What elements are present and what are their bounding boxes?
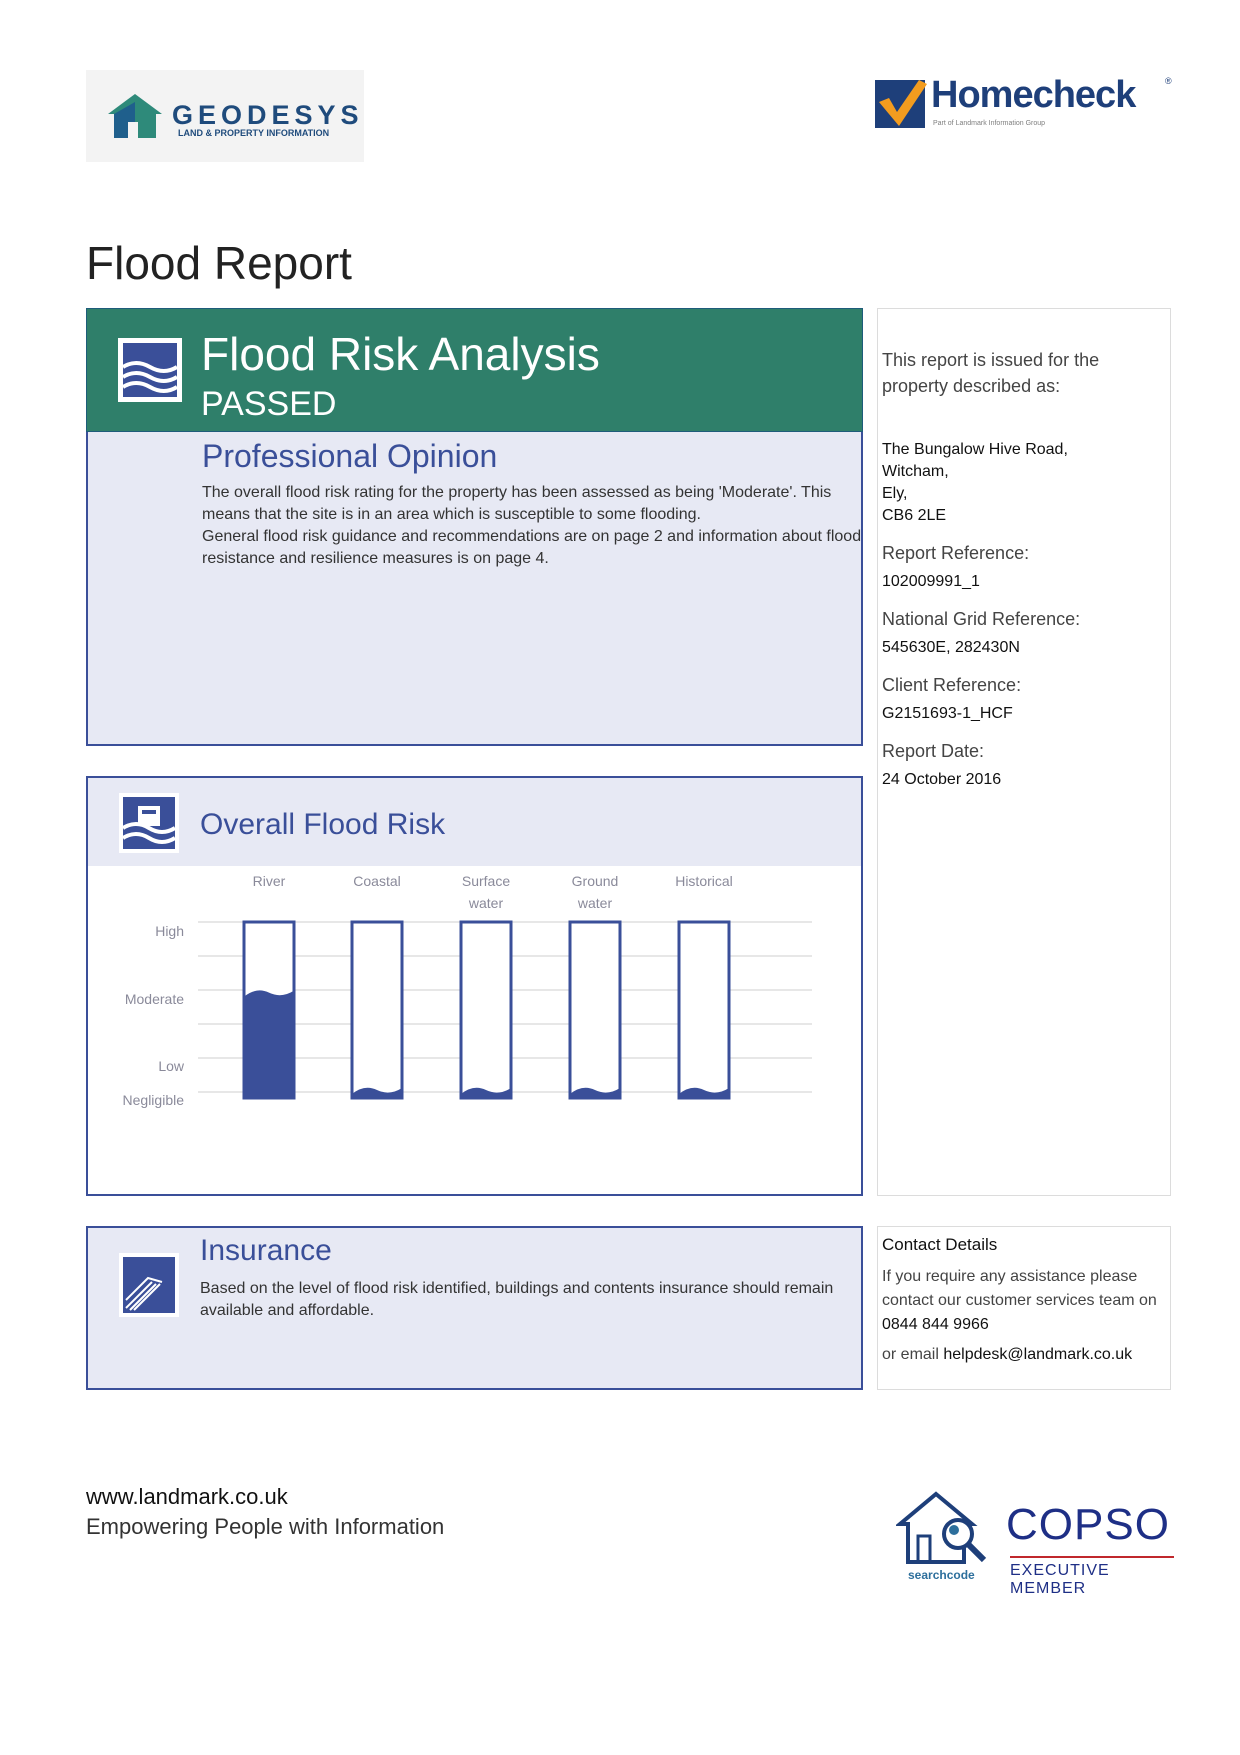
- flood-risk-chart-panel: [86, 866, 863, 1196]
- issued-for-text: This report is issued for the property described as:: [882, 350, 1100, 396]
- contact-email-prefix: or email: [882, 1346, 939, 1363]
- address-line: Ely,: [882, 485, 908, 502]
- report-date-label: Report Date:: [882, 741, 985, 761]
- insurance-title: Insurance: [200, 1234, 332, 1267]
- homecheck-subtitle: Part of Landmark Information Group: [933, 120, 1046, 127]
- registered-mark: ®: [1165, 76, 1172, 86]
- risk-bar-frame: [679, 922, 729, 1098]
- risk-bar-frame: [461, 922, 511, 1098]
- flood-risk-status: PASSED: [201, 385, 337, 423]
- professional-opinion-panel: [86, 432, 863, 746]
- water-waves-icon: [117, 337, 183, 403]
- copso-brand: COPSO: [1006, 1500, 1170, 1549]
- copso-logo: [1004, 1500, 1174, 1597]
- contact-email-link[interactable]: helpdesk@landmark.co.uk: [943, 1346, 1133, 1363]
- footer-tagline: Empowering People with Information: [86, 1514, 445, 1539]
- category-label: water: [577, 895, 613, 911]
- house-magnifier-icon: [896, 1490, 996, 1570]
- national-grid-reference-value: 545630E, 282430N: [882, 639, 1020, 656]
- national-grid-reference-label: National Grid Reference:: [882, 609, 1081, 629]
- category-label: River: [252, 873, 286, 889]
- report-reference-label: Report Reference:: [882, 543, 1030, 563]
- flooded-house-icon: [118, 792, 180, 854]
- report-reference-value: 102009991_1: [882, 573, 980, 590]
- contact-intro: If you require any assistance please contact our customer services team on: [882, 1268, 1157, 1309]
- copso-subtitle: EXECUTIVE MEMBER: [1010, 1562, 1110, 1597]
- flood-risk-analysis-title: Flood Risk Analysis: [201, 328, 600, 380]
- category-label: Coastal: [353, 873, 401, 889]
- copso-divider: [1010, 1556, 1174, 1558]
- homecheck-brand: Homecheck: [931, 74, 1136, 116]
- address-line: Witcham,: [882, 463, 949, 480]
- searchcode-logo: [896, 1490, 996, 1586]
- opinion-paragraph: The overall flood risk rating for the property has been assessed as being 'Moderate'. This means that the site is in an area which is susceptible to some flooding.: [202, 484, 832, 523]
- insurance-document-icon: [118, 1252, 180, 1318]
- tick-icon: [875, 76, 927, 130]
- address-line: The Bungalow Hive Road,: [882, 441, 1068, 458]
- professional-opinion-text: [202, 482, 862, 570]
- category-label: Surface: [461, 873, 511, 889]
- page-title: Flood Report: [86, 237, 352, 289]
- property-details-panel: [877, 308, 1171, 1196]
- insurance-text: Based on the level of flood risk identified, buildings and contents insurance should remain available and affordable.: [200, 1280, 834, 1319]
- risk-bar-frame: [352, 922, 402, 1098]
- category-label: Ground: [571, 873, 619, 889]
- contact-details-panel: [877, 1226, 1171, 1390]
- level-label: Moderate: [124, 991, 184, 1007]
- contact-title: Contact Details: [882, 1235, 998, 1254]
- address-line: CB6 2LE: [882, 507, 947, 524]
- insurance-panel: [86, 1226, 863, 1390]
- report-date-value: 24 October 2016: [882, 771, 1002, 788]
- homecheck-logo: [875, 74, 1175, 134]
- geodesys-tagline: LAND & PROPERTY INFORMATION: [178, 128, 330, 138]
- overall-flood-risk-header: [86, 776, 863, 868]
- risk-bar-fill: [244, 990, 294, 1098]
- contact-email-line: [882, 1343, 1166, 1367]
- contact-text: [882, 1265, 1166, 1337]
- category-label: Historical: [675, 873, 733, 889]
- geodesys-logo: [86, 70, 364, 162]
- guidance-paragraph: General flood risk guidance and recommendations are on page 2 and information about flood resistance and resilience measures is on page 4.: [202, 528, 862, 567]
- flood-risk-chart: [88, 866, 861, 1192]
- footer-website-link[interactable]: www.landmark.co.uk: [86, 1484, 288, 1509]
- client-reference-label: Client Reference:: [882, 675, 1022, 695]
- flood-risk-analysis-header: [86, 308, 863, 432]
- contact-phone[interactable]: 0844 844 9966: [882, 1316, 989, 1333]
- level-label: High: [155, 923, 184, 939]
- geodesys-brand: GEODESYS: [172, 100, 364, 130]
- category-label: water: [468, 895, 504, 911]
- risk-bar-frame: [570, 922, 620, 1098]
- client-reference-value: G2151693-1_HCF: [882, 705, 1013, 722]
- professional-opinion-title: Professional Opinion: [202, 438, 498, 474]
- overall-flood-risk-title: Overall Flood Risk: [200, 808, 446, 841]
- level-label: Negligible: [122, 1092, 184, 1108]
- searchcode-label: searchcode: [908, 1568, 975, 1582]
- property-address: [882, 439, 1164, 527]
- house-icon: [106, 92, 164, 142]
- level-label: Low: [158, 1058, 184, 1074]
